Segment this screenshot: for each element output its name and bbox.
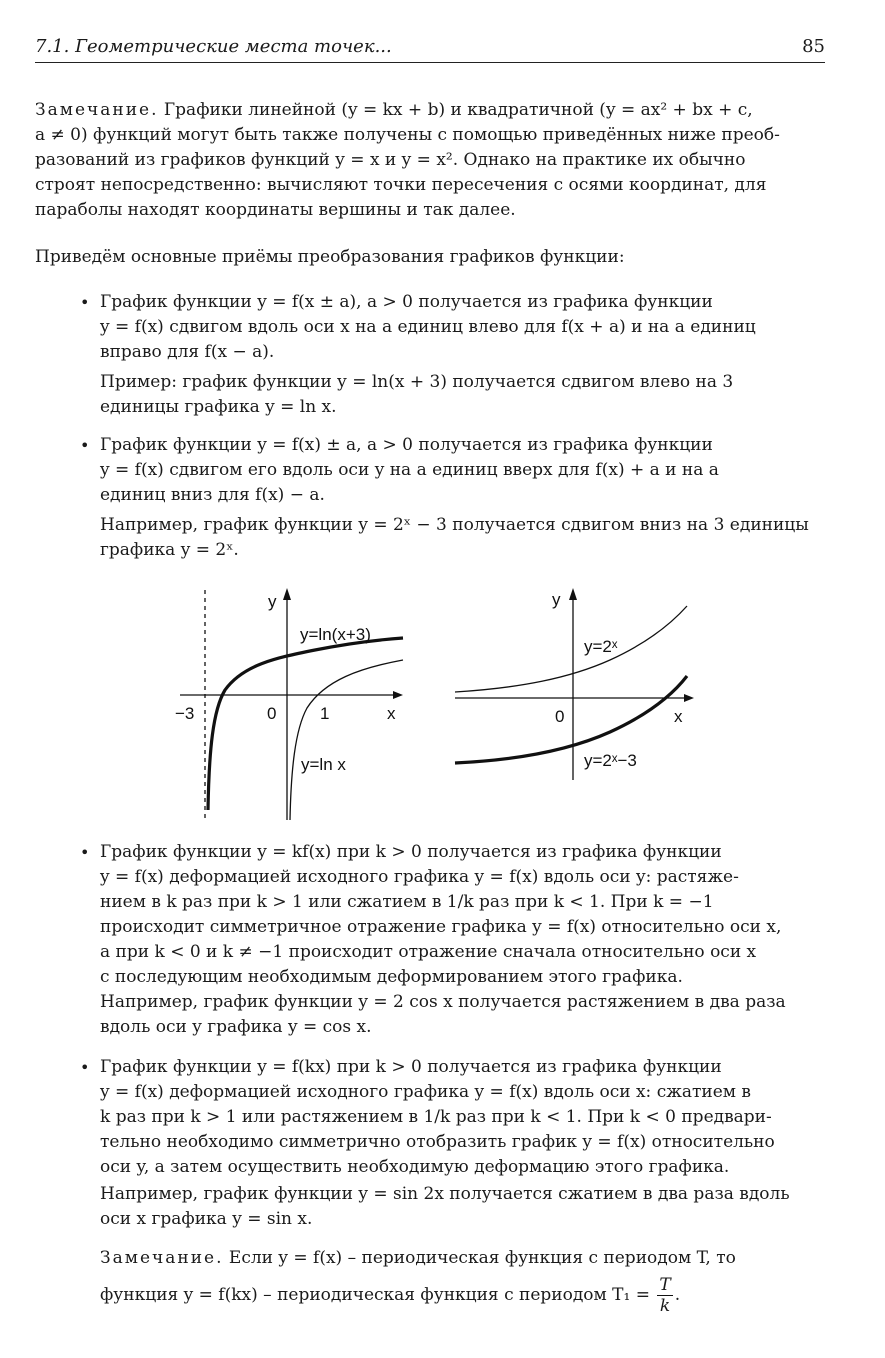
text-line: Например, график функции y = sin 2x получается сжатием в два раза вдоль <box>100 1184 790 1204</box>
page-header <box>35 32 825 62</box>
text-line: График функции y = f(x) ± a, a > 0 получается из графика функции <box>100 435 713 455</box>
curve-label: y=2ˣ−3 <box>584 751 637 770</box>
period-fraction <box>657 1275 672 1316</box>
text-line: a ≠ 0) функций могут быть также получены с помощью приведённых ниже преоб- <box>35 125 780 145</box>
remark-label: Замечание. <box>35 100 159 120</box>
text-line: разований из графиков функций y = x и y = x². Однако на практике их обычно <box>35 150 746 170</box>
tick-label: −3 <box>175 704 195 723</box>
text-line: происходит симметричное отражение графика y = f(x) относительно оси x, <box>100 917 782 937</box>
bullet-2-example <box>100 513 825 563</box>
section-title: 7.1. Геометрические места точек... <box>35 36 392 57</box>
y-axis-arrow-icon <box>283 588 291 600</box>
remark-paragraph-2 <box>100 1246 825 1316</box>
curve-label: y=ln x <box>301 755 346 774</box>
text-line: Например, график функции y = 2ˣ − 3 получается сдвигом вниз на 3 единицы <box>100 515 809 535</box>
text-line: функция y = f(kx) – периодическая функция с периодом T₁ = <box>100 1285 656 1305</box>
text-line: вправо для f(x − a). <box>100 342 275 362</box>
curve-2-pow-x <box>455 606 687 692</box>
origin-label: 0 <box>555 707 565 726</box>
text-line: а при k < 0 и k ≠ −1 происходит отражение сначала относительно оси x <box>100 942 757 962</box>
curve-label: y=2ˣ <box>584 637 618 656</box>
text-line: оси y, а затем осуществить необходимую деформацию этого графика. <box>100 1157 730 1177</box>
bullet-marker: • <box>80 1058 90 1077</box>
text-line: с последующим необходимым деформированием этого графика. <box>100 967 683 987</box>
text-line: строят непосредственно: вычисляют точки пересечения с осями координат, для <box>35 175 767 195</box>
bullet-3-example <box>100 990 825 1040</box>
origin-label: 0 <box>267 704 277 723</box>
remark-paragraph-1 <box>35 98 825 223</box>
bullet-2-text <box>100 433 825 508</box>
y-axis-label: y <box>552 590 561 609</box>
page-number: 85 <box>802 36 825 57</box>
text-line: . <box>674 1285 681 1305</box>
text-line: y = f(x) деформацией исходного графика y = f(x) вдоль оси y: растяже- <box>100 867 739 887</box>
text-line: y = f(x) сдвигом его вдоль оси y на a единиц вверх для f(x) + a и на a <box>100 460 719 480</box>
tick-label: 1 <box>320 704 330 723</box>
x-axis-label: x <box>387 704 396 723</box>
bullet-1-text <box>100 290 825 365</box>
text-line: y = f(x) сдвигом вдоль оси x на a единиц влево для f(x + a) и на a единиц <box>100 317 756 337</box>
text-line: Пример: график функции y = ln(x + 3) получается сдвигом влево на 3 <box>100 372 734 392</box>
bullet-4-text <box>100 1055 825 1180</box>
curve-ln-x-plus-3 <box>208 638 403 810</box>
text-line: Графики линейной (y = kx + b) и квадратичной (y = ax² + bx + c, <box>158 100 753 120</box>
fraction-numerator: T <box>659 1275 671 1295</box>
text-line: параболы находят координаты вершины и так далее. <box>35 200 516 220</box>
text-line: единиц вниз для f(x) − a. <box>100 485 325 505</box>
text-line: оси x графика y = sin x. <box>100 1209 313 1229</box>
bullet-4-example <box>100 1182 825 1232</box>
text-line: График функции y = f(kx) при k > 0 получается из графика функции <box>100 1057 722 1077</box>
text-line: вдоль оси y графика y = cos x. <box>100 1017 372 1037</box>
text-line: тельно необходимо симметрично отобразить график y = f(x) относительно <box>100 1132 775 1152</box>
figure-log-shift <box>165 580 425 830</box>
text-line: нием в k раз при k > 1 или сжатием в 1/k раз при k < 1. При k = −1 <box>100 892 714 912</box>
header-rule <box>35 62 825 63</box>
curve-label: y=ln(x+3) <box>300 625 371 644</box>
intro-paragraph <box>35 245 825 270</box>
text-line: графика y = 2ˣ. <box>100 540 239 560</box>
remark-label: Замечание. <box>100 1248 224 1268</box>
text-line: Приведём основные приёмы преобразования графиков функции: <box>35 247 625 267</box>
text-line: Например, график функции y = 2 cos x получается растяжением в два раза <box>100 992 786 1012</box>
bullet-3-text <box>100 840 825 990</box>
x-axis-arrow-icon <box>684 694 694 702</box>
x-axis-arrow-icon <box>393 691 403 699</box>
bullet-marker: • <box>80 436 90 455</box>
fraction-denominator: k <box>659 1296 671 1316</box>
y-axis-arrow-icon <box>569 588 577 600</box>
bullet-marker: • <box>80 293 90 312</box>
text-line: k раз при k > 1 или растяжением в 1/k раз при k < 1. При k < 0 предвари- <box>100 1107 772 1127</box>
bullet-1-example <box>100 370 825 420</box>
y-axis-label: y <box>268 592 277 611</box>
bullet-marker: • <box>80 843 90 862</box>
text-line: График функции y = f(x ± a), a > 0 получается из графика функции <box>100 292 713 312</box>
text-line: y = f(x) деформацией исходного графика y = f(x) вдоль оси x: сжатием в <box>100 1082 751 1102</box>
text-line: График функции y = kf(x) при k > 0 получается из графика функции <box>100 842 722 862</box>
text-line: Если y = f(x) – периодическая функция с периодом T, то <box>223 1248 736 1268</box>
curve-ln-x <box>290 660 403 820</box>
text-line: единицы графика y = ln x. <box>100 397 337 417</box>
x-axis-label: x <box>674 707 683 726</box>
figure-exp-shift <box>450 580 700 790</box>
